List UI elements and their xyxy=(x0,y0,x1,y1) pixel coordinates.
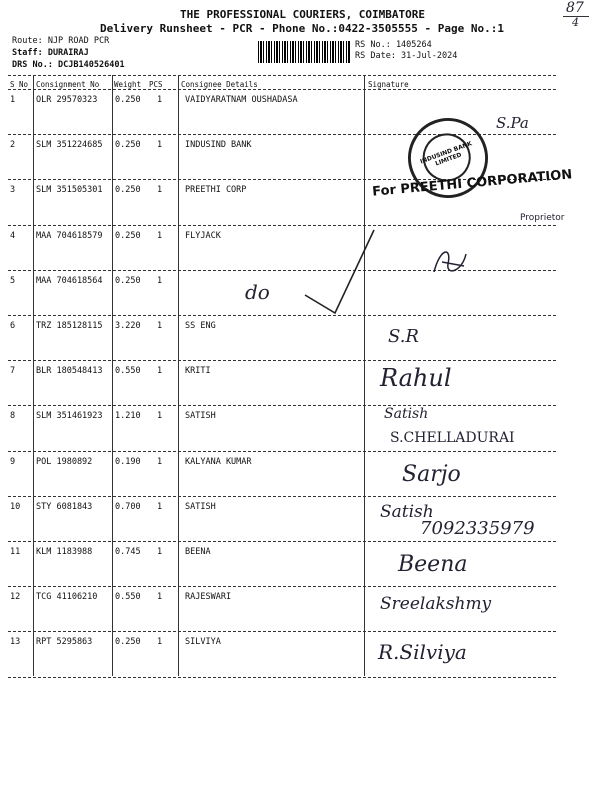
row-sno: 1 xyxy=(10,95,16,105)
row-consignee: SILVIYA xyxy=(185,637,221,648)
col-signature: Signature xyxy=(368,80,409,89)
row-consignee: VAIDYARATNAM OUSHADASA xyxy=(185,95,298,105)
row-pcs: 1 xyxy=(157,411,163,422)
row-consignment-no: STY 6081843 xyxy=(36,501,93,512)
row-sno: 3 xyxy=(10,185,16,196)
row-separator xyxy=(8,315,556,316)
row-separator xyxy=(8,541,556,542)
col-pcs: PCS xyxy=(149,80,163,89)
signature-row-9: Sarjo xyxy=(402,462,461,487)
row-pcs: 1 xyxy=(157,230,163,241)
row-consignment-no: OLR 29570323 xyxy=(36,95,98,105)
row-weight: 0.250 xyxy=(115,140,141,151)
signature-row-8a: Satish xyxy=(384,406,429,422)
row-consignee: SS ENG xyxy=(185,321,216,331)
row-sno: 7 xyxy=(10,366,16,377)
drs-number: DRS No.: DCJB140526401 xyxy=(12,60,125,70)
row-sno: 10 xyxy=(10,501,21,512)
row-sno: 12 xyxy=(10,592,21,603)
rs-number: RS No.: 1405264 xyxy=(355,40,432,50)
col-consignment: Consignment No xyxy=(36,80,100,89)
row-separator xyxy=(8,270,556,271)
row-consignee: BEENA xyxy=(185,547,211,557)
signature-row-4 xyxy=(428,242,472,282)
row-consignee: KRITI xyxy=(185,366,211,377)
row-sno: 9 xyxy=(10,456,16,467)
bank-stamp: INDUSIND BANK LIMITED xyxy=(397,107,500,210)
row-separator xyxy=(8,496,556,497)
signature-row-12: Sreelakshmy xyxy=(380,594,492,614)
row-weight: 0.250 xyxy=(115,637,141,648)
row-weight: 0.550 xyxy=(115,366,141,377)
row-consignment-no: KLM 1183988 xyxy=(36,547,93,557)
row-consignment-no: MAA 704618564 xyxy=(36,275,103,286)
row-weight: 3.220 xyxy=(115,321,141,331)
row-consignment-no: SLM 351461923 xyxy=(36,411,103,422)
header-top-rule xyxy=(8,75,556,76)
signature-row-10a: Satish xyxy=(380,502,434,522)
row-consignment-no: TCG 41106210 xyxy=(36,592,98,603)
row-pcs: 1 xyxy=(157,592,163,603)
col-sno: S No xyxy=(10,80,29,89)
signature-row-10b: 7092335979 xyxy=(420,518,535,539)
signature-row-1: S.Pa xyxy=(496,114,529,132)
row-pcs: 1 xyxy=(157,366,163,377)
rs-date: RS Date: 31-Jul-2024 xyxy=(355,51,458,61)
tick-mark xyxy=(300,225,380,320)
header-bottom-rule xyxy=(8,89,556,90)
row-pcs: 1 xyxy=(157,95,163,105)
row-sno: 5 xyxy=(10,275,16,286)
row-pcs: 1 xyxy=(157,275,163,286)
row-separator xyxy=(8,677,556,678)
row-separator xyxy=(8,360,556,361)
signature-row-6: S.R xyxy=(388,326,419,347)
row-consignment-no: MAA 704618579 xyxy=(36,230,103,241)
row-sno: 8 xyxy=(10,411,16,422)
row-consignee: SATISH xyxy=(185,501,216,512)
row-separator xyxy=(8,225,556,226)
row-weight: 0.745 xyxy=(115,547,141,557)
row-pcs: 1 xyxy=(157,140,163,151)
row-weight: 0.250 xyxy=(115,185,141,196)
col-weight: Weight xyxy=(114,80,142,89)
row-pcs: 1 xyxy=(157,456,163,467)
row-consignee: INDUSIND BANK xyxy=(185,140,252,151)
signature-row-13: R.Silviya xyxy=(378,640,467,664)
barcode xyxy=(258,41,350,63)
row-consignment-no: POL 1980892 xyxy=(36,456,93,467)
row-sno: 13 xyxy=(10,637,21,648)
row-consignee: SATISH xyxy=(185,411,216,422)
signature-row-8b: S.CHELLADURAI xyxy=(390,430,515,446)
row-weight: 0.250 xyxy=(115,95,141,105)
row-pcs: 1 xyxy=(157,637,163,648)
row-separator xyxy=(8,405,556,406)
row-sno: 2 xyxy=(10,140,16,151)
proprietor-label: Proprietor xyxy=(520,213,565,223)
row-pcs: 1 xyxy=(157,547,163,557)
row-separator xyxy=(8,451,556,452)
row-consignment-no: TRZ 185128115 xyxy=(36,321,103,331)
row-weight: 0.250 xyxy=(115,230,141,241)
company-stamp: For PREETHI CORPORATION xyxy=(371,167,573,200)
row-consignment-no: RPT 5295863 xyxy=(36,637,93,648)
row-weight: 0.190 xyxy=(115,456,141,467)
row-separator xyxy=(8,586,556,587)
row-consignment-no: BLR 180548413 xyxy=(36,366,103,377)
route-label: Route: NJP ROAD PCR xyxy=(12,36,110,46)
row-pcs: 1 xyxy=(157,185,163,196)
row-pcs: 1 xyxy=(157,501,163,512)
row-consignee: KALYANA KUMAR xyxy=(185,456,252,467)
corner-note-bottom: 4 xyxy=(572,16,579,29)
row-consignee: PREETHI CORP xyxy=(185,185,247,196)
runsheet-title: Delivery Runsheet - PCR - Phone No.:0422-3505555 - Page No.:1 xyxy=(100,22,504,35)
staff-label: Staff: DURAIRAJ xyxy=(12,48,89,58)
signature-row-11: Beena xyxy=(398,552,468,577)
row-weight: 1.210 xyxy=(115,411,141,422)
corner-note-top: 87 xyxy=(566,0,584,16)
row-pcs: 1 xyxy=(157,321,163,331)
col-consignee: Consignee Details xyxy=(181,80,258,89)
row-weight: 0.700 xyxy=(115,501,141,512)
row-sno: 4 xyxy=(10,230,16,241)
row-sno: 6 xyxy=(10,321,16,331)
company-title: THE PROFESSIONAL COURIERS, COIMBATORE xyxy=(180,8,426,21)
row-consignment-no: SLM 351505301 xyxy=(36,185,103,196)
row-separator xyxy=(8,631,556,632)
row-weight: 0.550 xyxy=(115,592,141,603)
row-consignee: FLYJACK xyxy=(185,230,221,241)
row-consignment-no: SLM 351224685 xyxy=(36,140,103,151)
row-consignee: RAJESWARI xyxy=(185,592,232,603)
row-sno: 11 xyxy=(10,547,21,557)
signature-row-7: Rahul xyxy=(380,364,452,392)
row-weight: 0.250 xyxy=(115,275,141,286)
ditto-mark: do xyxy=(245,280,270,304)
